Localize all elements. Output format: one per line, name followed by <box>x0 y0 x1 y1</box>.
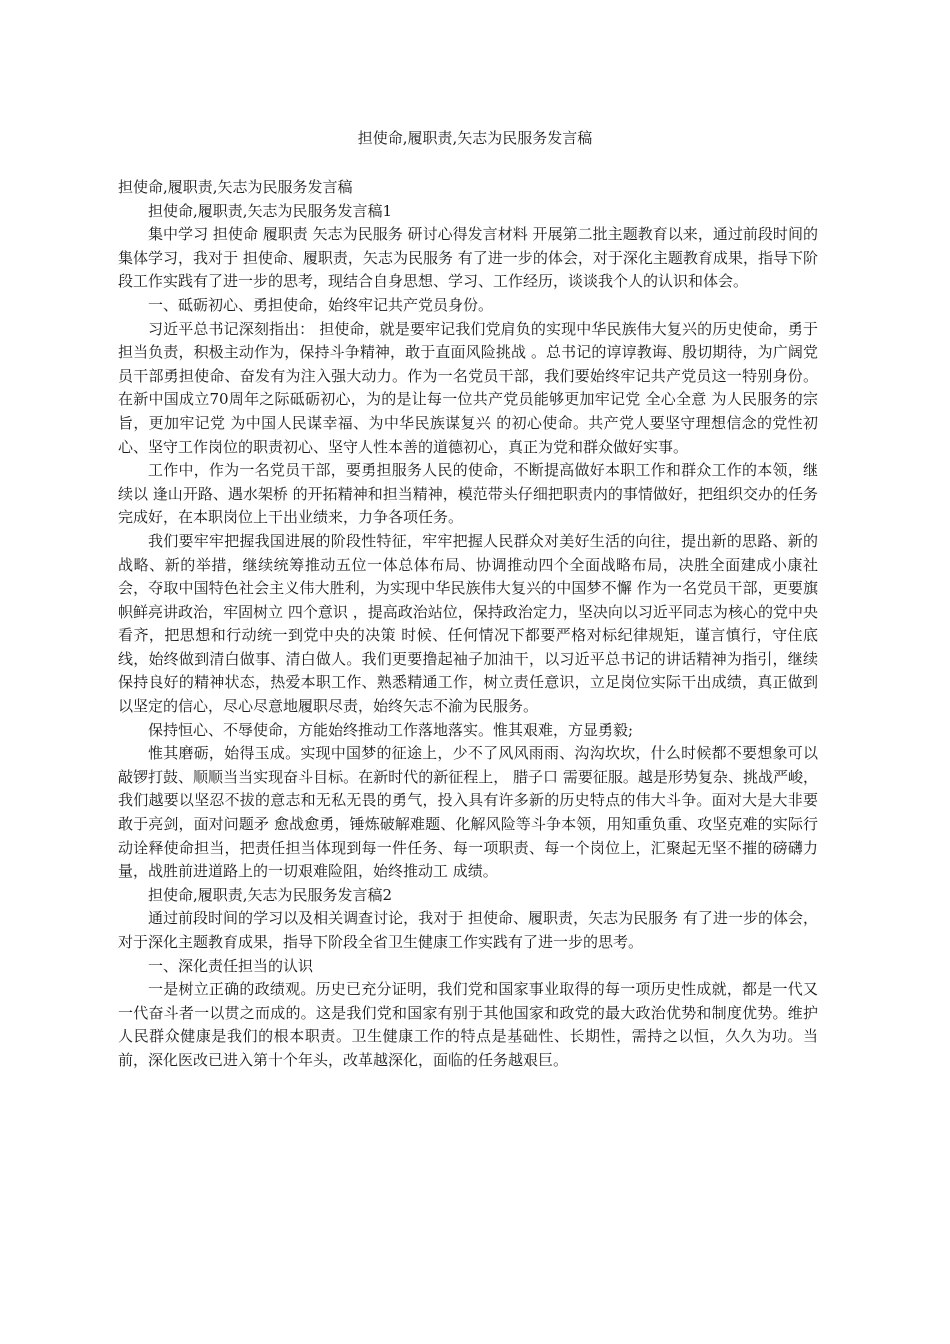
paragraph-1: 担使命,履职责,矢志为民服务发言稿 <box>118 178 353 196</box>
paragraph-8: 保持恒心、不辱使命，方能始终推动工作落地落实。惟其艰难，方显勇毅; <box>148 720 634 739</box>
paragraph-5: 习近平总书记深刻指出： 担使命，就是要牢记我们党肩负的实现中华民族伟大复兴的历史使命，勇于担当负责，积极主动作为，保持斗争精神，敢于直面风险挑战 。总书记的谆谆教诲、殷切期待，为广阔党员干部勇担使命、奋发有为注入强大动力。作为一名党员干部，我们要始终牢记共产党员这一特别身份。在新中国成立70周年之际砥砺初心，为的是让每一位共产党员能够更加牢记党 全心全意 为人民服务的宗旨，更加牢记党 为中国人民谋幸福、为中华民族谋复兴 的初心使命。共产党人要坚守理想信念的党性初心、坚守工作岗位的职责初心、坚守人性本善的道德初心，真正为党和群众做好实事。 <box>118 319 818 456</box>
document-body <box>118 176 818 1073</box>
section-heading-2: 担使命,履职责,矢志为民服务发言稿2 <box>148 885 393 904</box>
paragraph-11: 通过前段时间的学习以及相关调查讨论，我对于 担使命、履职责，矢志为民服务 有了进一步的体会，对于深化主题教育成果，指导下阶段全省卫生健康工作实践有了进一步的思考。 <box>118 909 818 951</box>
paragraph-13: 一是树立正确的政绩观。历史已充分证明，我们党和国家事业取得的每一项历史性成就，都是一代又一代奋斗者一以贯之而成的。这是我们党和国家有别于其他国家和政党的最大政治优势和制度优势。维护人民群众健康是我们的根本职责。卫生健康工作的特点是基础性、长期性，需持之以恒，久久为功。当前，深化医改已进入第十个年头，改革越深化，面临的任务越艰巨。 <box>118 980 818 1069</box>
subheading-1: 一、砥砺初心、勇担使命，始终牢记共产党员身份。 <box>148 295 494 314</box>
section-heading-1: 担使命,履职责,矢志为民服务发言稿1 <box>148 201 393 220</box>
document-title: 担使命,履职责,矢志为民服务发言稿 <box>357 129 593 147</box>
subheading-2: 一、深化责任担当的认识 <box>148 956 314 975</box>
paragraph-9: 惟其磨砺，始得玉成。实现中国梦的征途上，少不了风风雨雨、沟沟坎坎，什么时候都不要想象可以敲锣打鼓、顺顺当当实现奋斗目标。在新时代的新征程上， 腊子口 需要征服。越是形势复杂、挑战严峻，我们越要以坚忍不拔的意志和无私无畏的勇气，投入具有许多新的历史特点的伟大斗争。面对大是大非要敢于亮剑，面对问题矛 愈战愈勇，锤炼破解难题、化解风险等斗争本领，用知重负重、攻坚克难的实际行动诠释使命担当，把责任担当体现到每一件任务、每一项职责、每一个岗位上，汇聚起无坚不摧的磅礴力量，战胜前进道路上的一切艰难险阻，始终推动工 成绩。 <box>118 744 818 881</box>
paragraph-7: 我们要牢牢把握我国进展的阶段性特征，牢牢把握人民群众对美好生活的向往，提出新的思路、新的战略、新的举措，继续统筹推动五位一体总体布局、协调推动四个全面战略布局，决胜全面建成小康社会，夺取中国特色社会主义伟大胜利，为实现中华民族伟大复兴的中国梦不懈 作为一名党员干部，更要旗帜鲜亮讲政治，牢固树立 四个意识 ，提高政治站位，保持政治定力，坚决向以习近平同志为核心的党中央看齐，把思想和行动统一到党中央的决策 时候、任何情况下都要严格对标纪律规矩，谨言慎行，守住底线，始终做到清白做事、清白做人。我们更要撸起袖子加油干，以习近平总书记的讲话精神为指引，继续保持良好的精神状态，热爱本职工作、熟悉精通工作，树立责任意识，立足岗位实际干出成绩，真正做到以坚定的信心，尽心尽意地履职尽责，始终矢志不渝为民服务。 <box>118 531 818 716</box>
paragraph-3: 集中学习 担使命 履职责 矢志为民服务 研讨心得发言材料 开展第二批主题教育以来，通过前段时间的集体学习，我对于 担使命、履职责，矢志为民服务 有了进一步的体会，对于深化主题教育成果，指导下阶段工作实践有了进一步的思考，现结合自身思想、学习、工作经历，谈谈我个人的认识和体会。 <box>118 225 818 291</box>
paragraph-6: 工作中，作为一名党员干部，要勇担服务人民的使命，不断提高做好本职工作和群众工作的本领，继续以 逢山开路、遇水架桥 的开拓精神和担当精神，模范带头仔细把职责内的事情做好，把组织交办的任务完成好，在本职岗位上干出业绩来，力争各项任务。 <box>118 461 818 527</box>
